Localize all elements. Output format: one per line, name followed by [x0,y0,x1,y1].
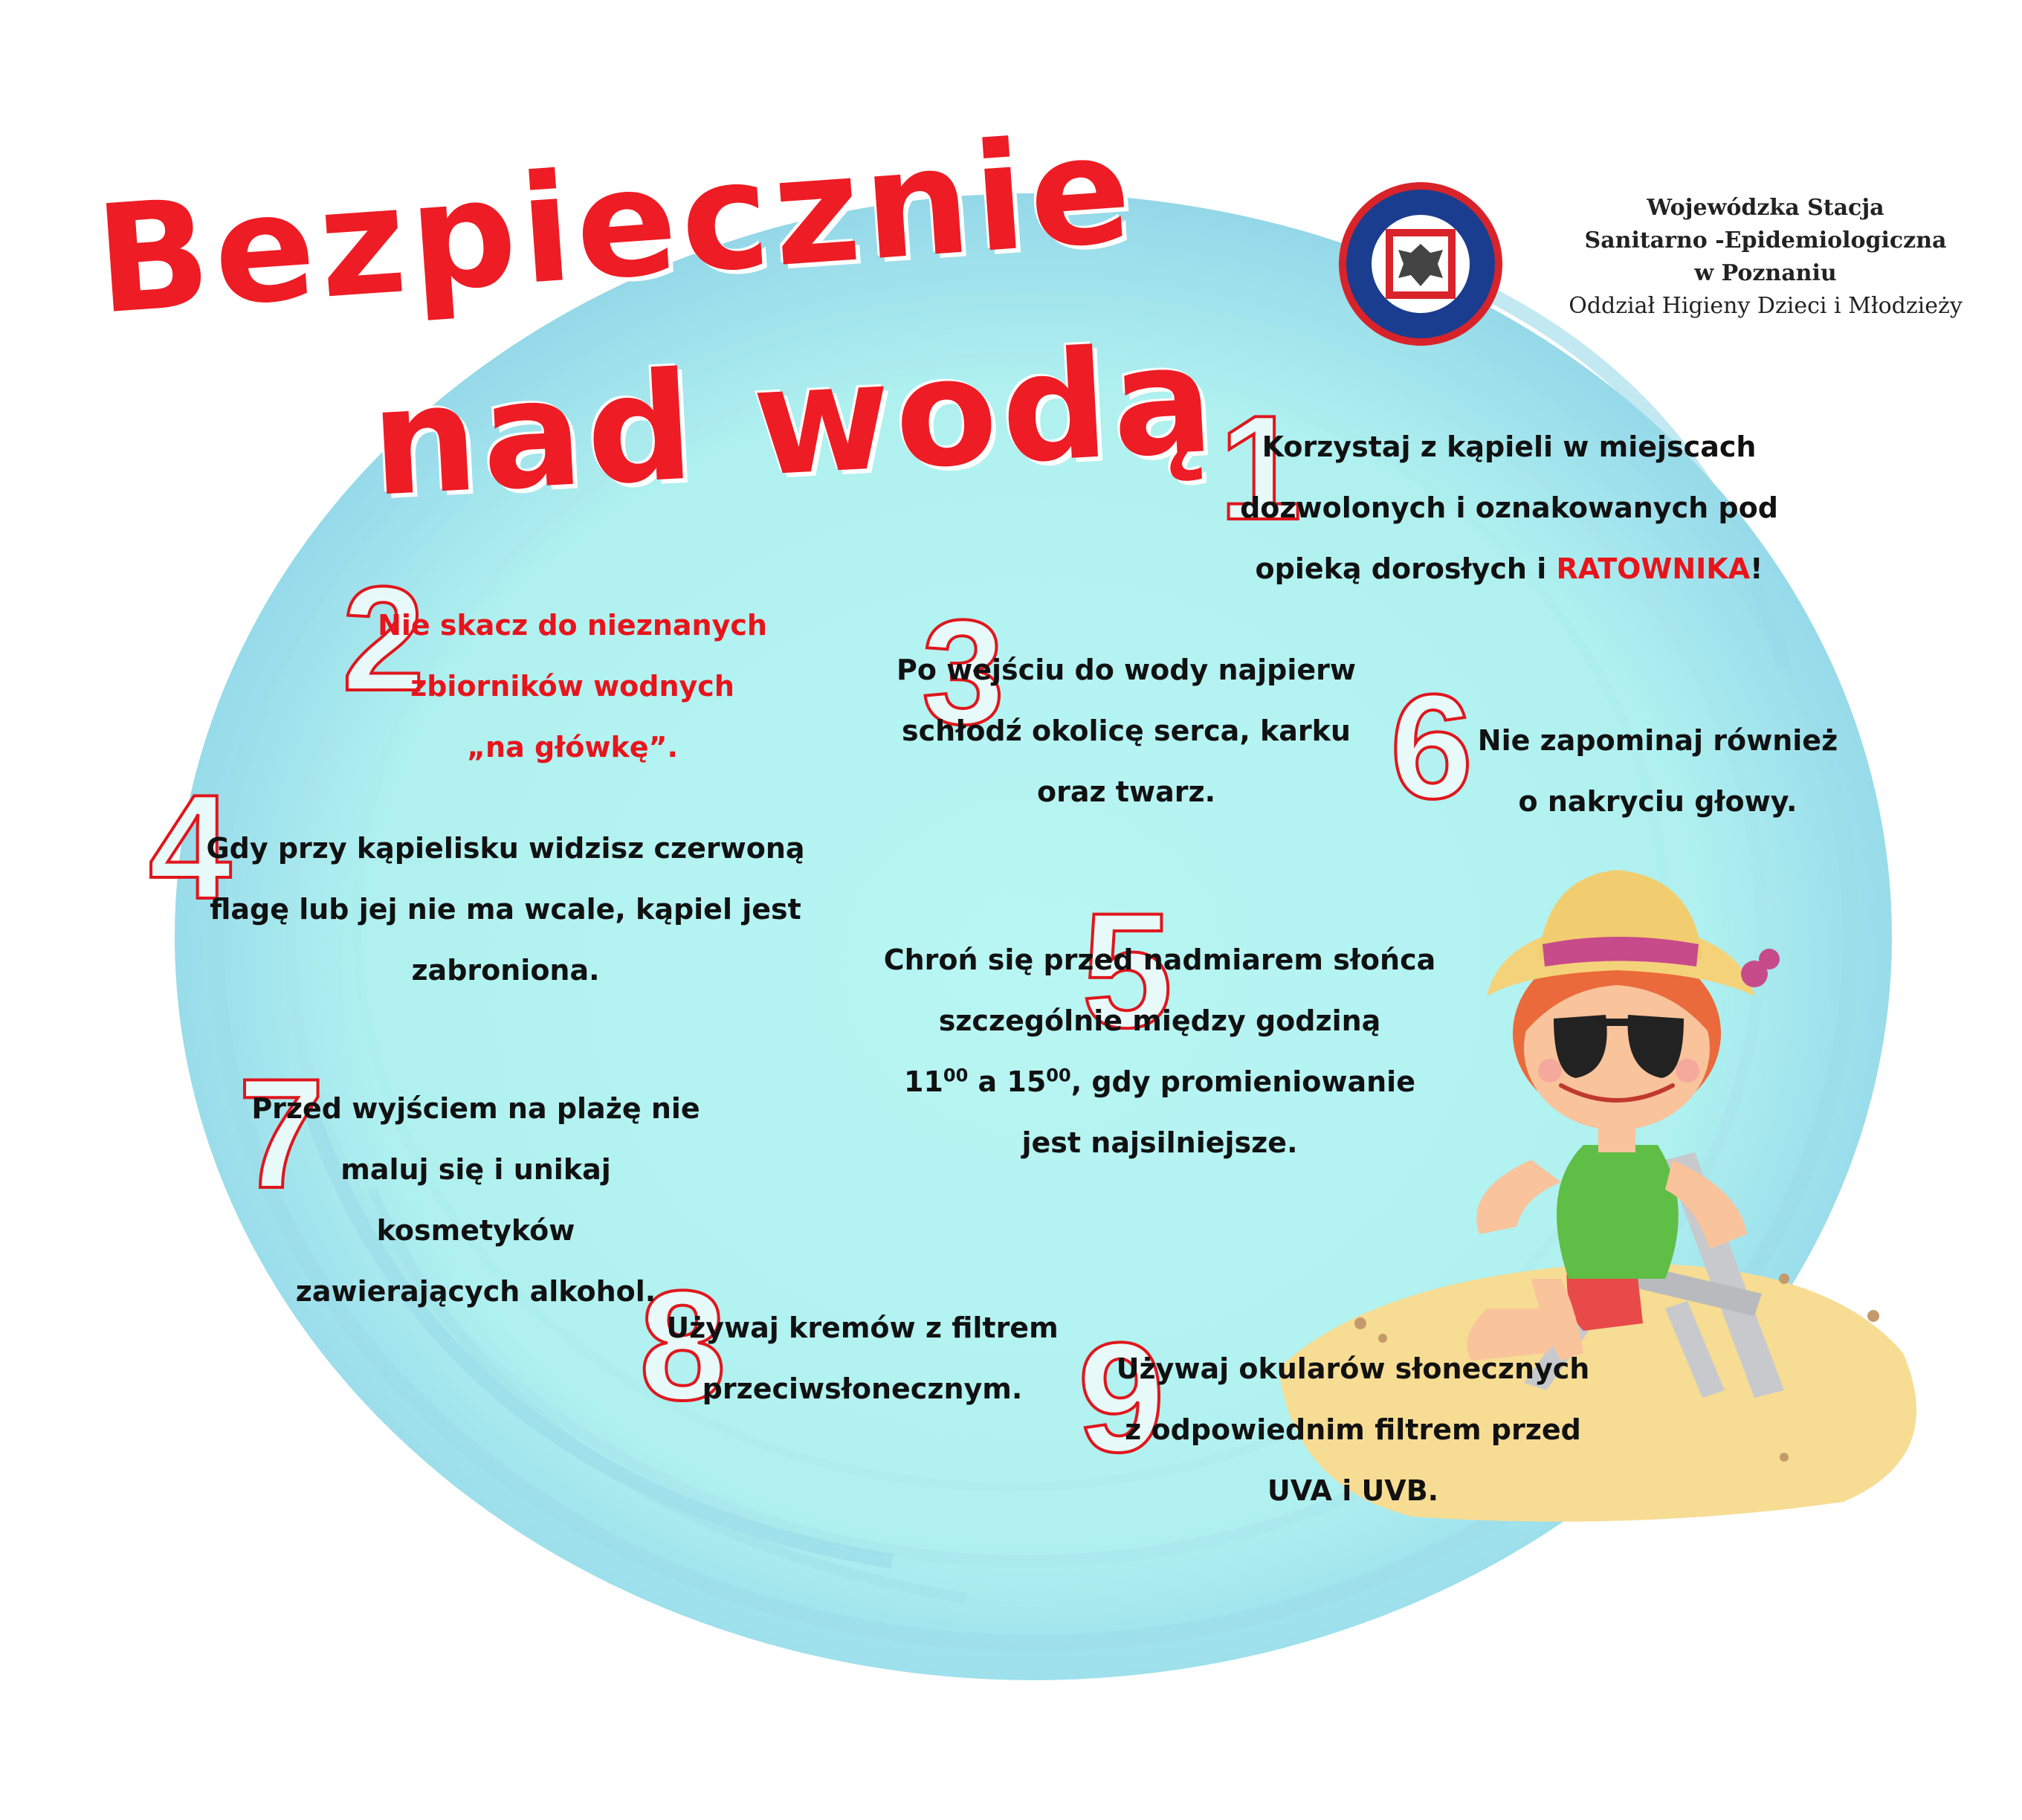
tip-number-9: 9 [1078,1310,1165,1485]
tip-5 [870,929,1450,1173]
tip-5-hour2-minutes: 00 [1046,1065,1071,1086]
tip-number-7: 7 [238,1046,325,1221]
tip-2-line2: zbiorników wodnych [410,670,734,703]
tip-7-line1: Przed wyjściem na plażę nie [251,1092,700,1125]
tip-1-line3-text: opieką dorosłych i [1255,552,1557,585]
main-title-line2: nad wodą [366,312,1221,530]
tip-9 [1115,1338,1591,1521]
org-department: Oddział Higieny Dzieci i Młodzieży [1569,293,1963,319]
tip-2-line3: „na główkę”. [467,731,678,764]
tip-1-line1: Korzystaj z kąpieli w miejscach [1262,430,1757,463]
tip-2-line1: Nie skacz do nieznanych [378,609,767,642]
tip-4 [178,818,833,1001]
org-name-line1: Wojewódzka Stacja [1647,195,1884,221]
tip-6-line1: Nie zapominaj również [1477,724,1838,757]
tip-5-line3-end: , gdy promieniowanie [1070,1065,1415,1098]
tip-6-line2: o nakryciu głowy. [1518,785,1797,818]
tip-5-line1: Chroń się przed nadmiarem słońca [883,943,1436,976]
tip-8-line2: przeciwsłonecznym. [702,1372,1023,1405]
tip-number-1: 1 [1219,385,1302,551]
tip-2 [312,595,833,778]
tip-5-line2: szczególnie między godziną [938,1004,1381,1037]
tip-1 [1189,416,1829,599]
tip-3-line2: schłodź okolicę serca, karku [902,714,1351,747]
org-name-line2: Sanitarno -Epidemiologiczna [1584,228,1947,254]
sanitary-inspection-logo [1335,178,1506,349]
tip-7-line3: zawierających alkohol. [295,1275,656,1308]
tip-1-line2: dozwolonych i oznakowanych pod [1240,491,1778,524]
tip-number-6: 6 [1390,664,1473,830]
tip-1-line3-end: ! [1750,552,1763,585]
main-title-line1: Bezpiecznie [90,102,1141,348]
tip-3-line1: Po wejściu do wody najpierw [896,654,1357,686]
tip-4-line3: zabroniona. [411,954,600,987]
tip-5-line4: jest najsilniejsze. [1021,1126,1298,1159]
tip-1-line3 [1189,538,1829,599]
tip-8-line1: Używaj kremów z filtrem [666,1311,1059,1344]
logo-emblem-icon [1335,178,1506,349]
organization-info [1524,192,2007,323]
tip-5-hour2: a 15 [968,1065,1047,1098]
tip-4-line2: flagę lub jej nie ma wcale, kąpiel jest [210,893,801,926]
tip-5-line3 [870,1051,1450,1112]
tip-number-3: 3 [922,590,1005,755]
tip-9-line3: UVA i UVB. [1267,1474,1439,1507]
tip-7-line2: maluj się i unikaj kosmetyków [340,1153,611,1247]
tip-5-hour1-minutes: 00 [943,1065,969,1086]
tip-9-line1: Używaj okularów słonecznych [1116,1352,1590,1385]
tip-number-4: 4 [149,764,232,930]
tip-6 [1457,710,1858,832]
tip-9-line2: z odpowiednim filtrem przed [1125,1413,1581,1446]
tip-1-highlight: RATOWNIKA [1556,552,1751,585]
tip-number-2: 2 [342,556,425,722]
tip-7 [238,1078,714,1322]
tip-number-5: 5 [1082,879,1173,1062]
tip-5-hour1: 11 [904,1065,943,1098]
org-name-line3: w Poznaniu [1694,260,1837,286]
tip-8 [654,1297,1070,1419]
tip-3 [862,639,1390,822]
tip-3-line3: oraz twarz. [1036,775,1216,808]
tip-number-8: 8 [639,1258,726,1433]
tip-4-line1: Gdy przy kąpielisku widzisz czerwoną [206,832,805,865]
